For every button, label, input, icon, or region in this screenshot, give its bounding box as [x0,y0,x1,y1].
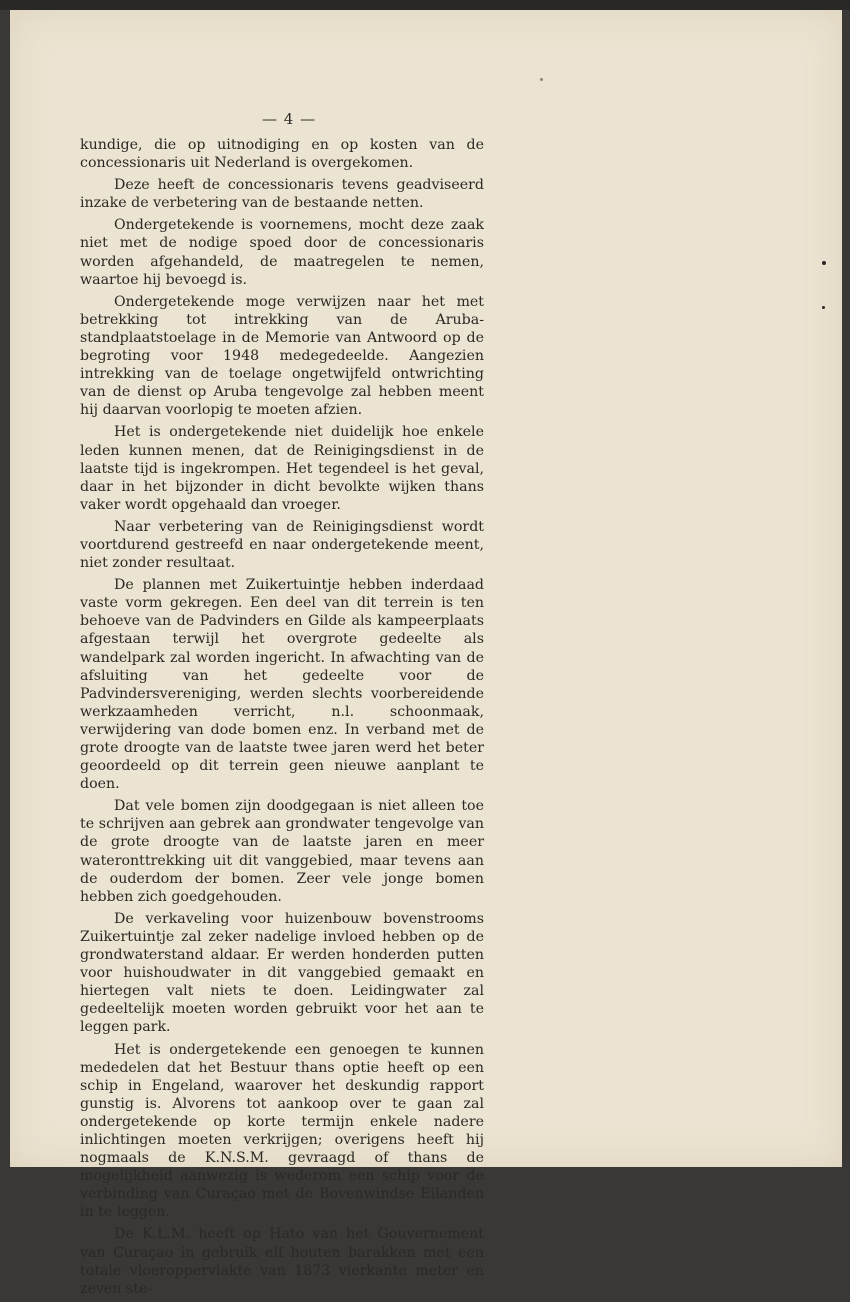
ink-speck [540,78,543,81]
page-number: — 4 — [262,110,317,128]
paragraph: De K.L.M. heeft op Hato van het Gouvernement van Curaçao in gebruik elf houten barakken met een totale vloeroppervlakte van 1873 vierkante meter en zeven ste- [80,1226,484,1297]
paragraph: De plannen met Zuikertuintje hebben inderdaad vaste vorm gekregen. Een deel van dit terrein is ten behoeve van de Padvinders en Gilde als kampeerplaats afgestaan terwijl het overgrote gedeelte als wandelpark zal worden ingericht. In afwachting van de afsluiting van het gedeelte voor de Padvindersvereniging, werden slechts voorbereidende werkzaamheden verricht, n.l. schoonmaak, verwijdering van dode bomen enz. In verband met de grote droogte van de laatste twee jaren werd het beter geoordeeld op dit terrein geen nieuwe aanplant te doen. [80,577,484,793]
paragraph: Ondergetekende moge verwijzen naar het met betrekking tot intrekking van de Aruba-standplaatstoelage in de Memorie van Antwoord op de begroting voor 1948 medegedeelde. Aangezien intrekking van de toelage ongetwijfeld ontwrichting van de dienst op Aruba tengevolge zal hebben meent hij daarvan voorlopig te moeten afzien. [80,293,484,419]
document-page [10,10,842,1297]
scan-border [0,0,850,10]
body-text [80,136,484,1302]
ink-speck [822,306,825,309]
paragraph: Deze heeft de concessionaris tevens geadviseerd inzake de verbetering van de bestaande netten. [80,177,484,212]
paragraph: Het is ondergetekende niet duidelijk hoe enkele leden kunnen menen, dat de Reinigingsdienst in de laatste tijd is ingekrompen. Het tegendeel is het geval, daar in het bijzonder in dicht bevolkte wijken thans vaker wordt opgehaald dan vroeger. [80,424,484,513]
paragraph: kundige, die op uitnodiging en op kosten van de concessionaris uit Nederland is overgekomen. [80,137,484,172]
ink-speck [822,261,826,265]
paragraph: Naar verbetering van de Reinigingsdienst wordt voortdurend gestreefd en naar ondergetekende meent, niet zonder resultaat. [80,518,484,572]
paragraph: Dat vele bomen zijn doodgegaan is niet alleen toe te schrijven aan gebrek aan grondwater tengevolge van de grote droogte van de laatste jaren en meer wateronttrekking uit dit vanggebied, maar tevens aan de ouderdom der bomen. Zeer vele jonge bomen hebben zich goedgehouden. [80,798,484,905]
paragraph: Het is ondergetekende een genoegen te kunnen mededelen dat het Bestuur thans optie heeft op een schip in Engeland, waarover het deskundig rapport gunstig is. Alvorens tot aankoop over te gaan zal ondergetekende op korte termijn enkele nadere inlichtingen moeten verkrijgen; overigens heeft hij nogmaals de K.N.S.M. gevraagd of thans de mogelijkheid aanwezig is wederom een schip voor de verbinding van Curaçao met de Bovenwindse Eilanden in te leggen. [80,1041,484,1221]
paragraph: Ondergetekende is voornemens, mocht deze zaak niet met de nodige spoed door de concessionaris worden afgehandeld, de maatregelen te nemen, waartoe hij bevoegd is. [80,217,484,288]
paragraph: De verkaveling voor huizenbouw bovenstrooms Zuikertuintje zal zeker nadelige invloed hebben op de grondwaterstand aldaar. Er werden honderden putten voor huishoudwater in dit vanggebied gemaakt en hiertegen valt niets te doen. Leidingwater zal gedeeltelijk moeten worden gebruikt voor het aan te leggen park. [80,910,484,1036]
